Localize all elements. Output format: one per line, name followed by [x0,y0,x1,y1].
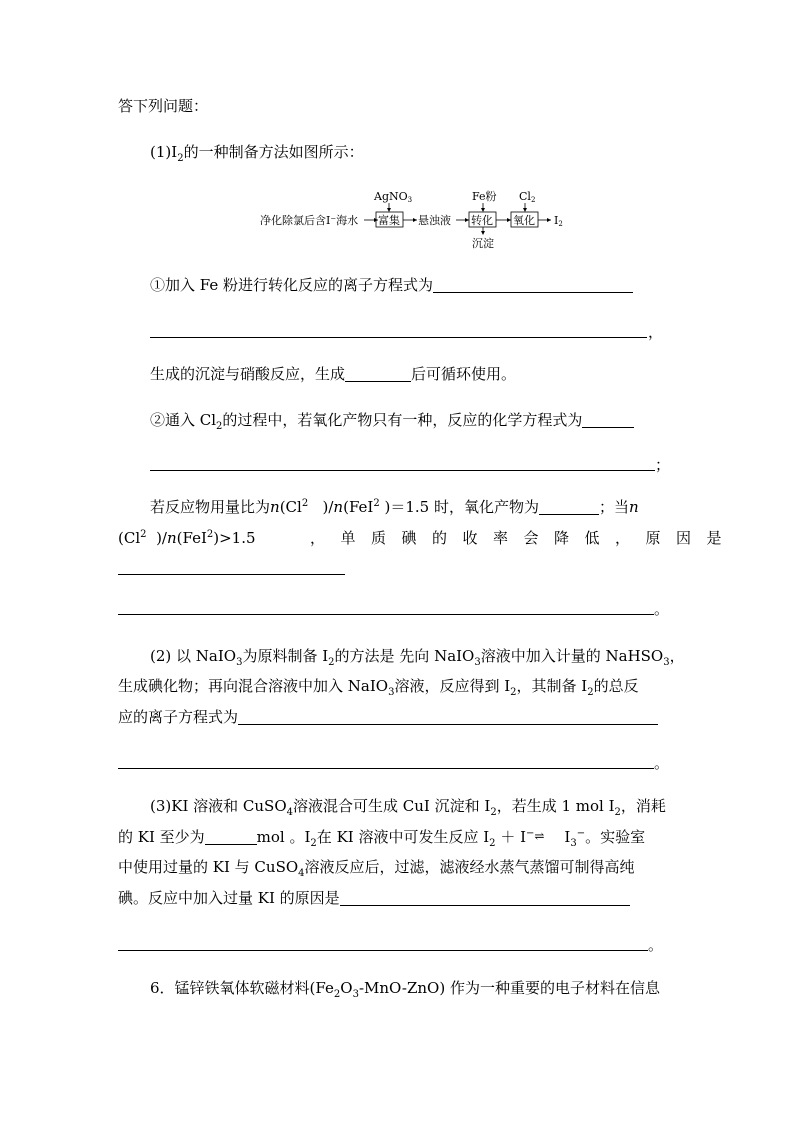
q1-head-label: (1)I [150,143,178,161]
answer-blank[interactable] [238,709,658,725]
q1-ratio-line-2: (Cl$^2$ )/n(FeI$^2$)>1.5 [118,529,256,547]
q1-yield-text: ，单质碘的收率会降低，原因是 [310,529,738,547]
q1-head: $(1)I_2$的一种制备方法如图所示： [150,143,364,164]
flow-box-oxidize-label: 氧化 [513,214,535,227]
semicolon: ； [655,456,671,474]
period: 。 [654,600,670,618]
flow-box-convert-label: 转化 [471,214,493,227]
comma: ， [648,323,664,341]
answer-line[interactable] [150,470,655,471]
answer-blank[interactable] [433,277,633,293]
intro-text: 答下列问题： [118,97,209,115]
q3-line-1: (3)KI 溶液和 CuSO$_4$溶液混合可生成 CuI 沉淀和 $I_2$，若生成 1 mol $I_2$，消耗 [150,797,666,818]
iodine-flow-diagram [260,186,570,252]
answer-blank[interactable] [539,499,599,515]
answer-line[interactable] [118,950,648,951]
flow-reagent-fe: Fe粉 [472,190,497,203]
flow-precipitate: 沉淀 [472,237,494,250]
answer-blank[interactable] [340,890,630,906]
flow-reagent-cl2: Cl2 [519,190,536,204]
answer-blank[interactable] [345,366,411,382]
q1-part1-line: ①加入 Fe 粉进行转化反应的离子方程式为 [150,275,633,295]
q2-line-2: 生成碘化物；再向混合溶液中加入 NaIO$_3$溶液，反应得到 $I_2$，其制备 $I_2$的总反 [118,677,639,698]
answer-line[interactable] [118,574,345,575]
flow-mid: 悬浊液 [418,214,451,227]
flow-start: 净化除氯后含I⁻海水 [260,214,359,227]
q3-line-3: 中使用过量的 KI 与 CuSO$_4$溶液反应后，过滤，滤液经水蒸气蒸馏可制得高纯 [118,858,635,879]
q1-part2-line: ②通入 $Cl_2$的过程中，若氧化产物只有一种，反应的化学方程式为 [150,410,634,430]
q2-line-3: 应的离子方程式为 [118,707,658,727]
q1-ratio-line: 若反应物用量比为n(Cl$^2$ )/n(FeI$^2$ )＝1.5 时，氧化产物为 ；当n [150,498,639,516]
q2-line-1: (2) 以 NaIO$_3$为原料制备 $I_2$的方法是 先向 NaIO$_3$溶液中加入计量的 NaHSO$_3$， [150,647,685,668]
answer-line[interactable] [118,768,654,769]
q1-part1-cont: 生成的沉淀与硝酸反应，生成 后可循环使用。 [150,365,517,383]
flow-reagent-agno3: AgNO3 [374,190,413,204]
flow-box-enrich-label: 富集 [378,214,400,227]
flow-product: I2 [554,214,563,228]
period: 。 [654,754,670,772]
q3-line-2: 的 KI 至少为 mol 。$I_2$在 KI 溶液中可发生反应 $I_2$ ＋ I−⇌ $I_3^-$。实验室 [118,828,646,849]
answer-blank[interactable] [582,412,634,428]
q3-line-4: 碘。反应中加入过量 KI 的原因是 [118,888,630,908]
q6-line: 6．锰锌铁氧体软磁材料$(Fe_2O_3-MnO-ZnO)$ 作为一种重要的电子材料在信息 [150,979,660,1000]
answer-line[interactable] [150,337,647,338]
equilibrium-arrow: ⇌ [534,829,545,843]
answer-line[interactable] [118,614,654,615]
period: 。 [648,936,664,954]
answer-blank[interactable] [205,829,257,845]
